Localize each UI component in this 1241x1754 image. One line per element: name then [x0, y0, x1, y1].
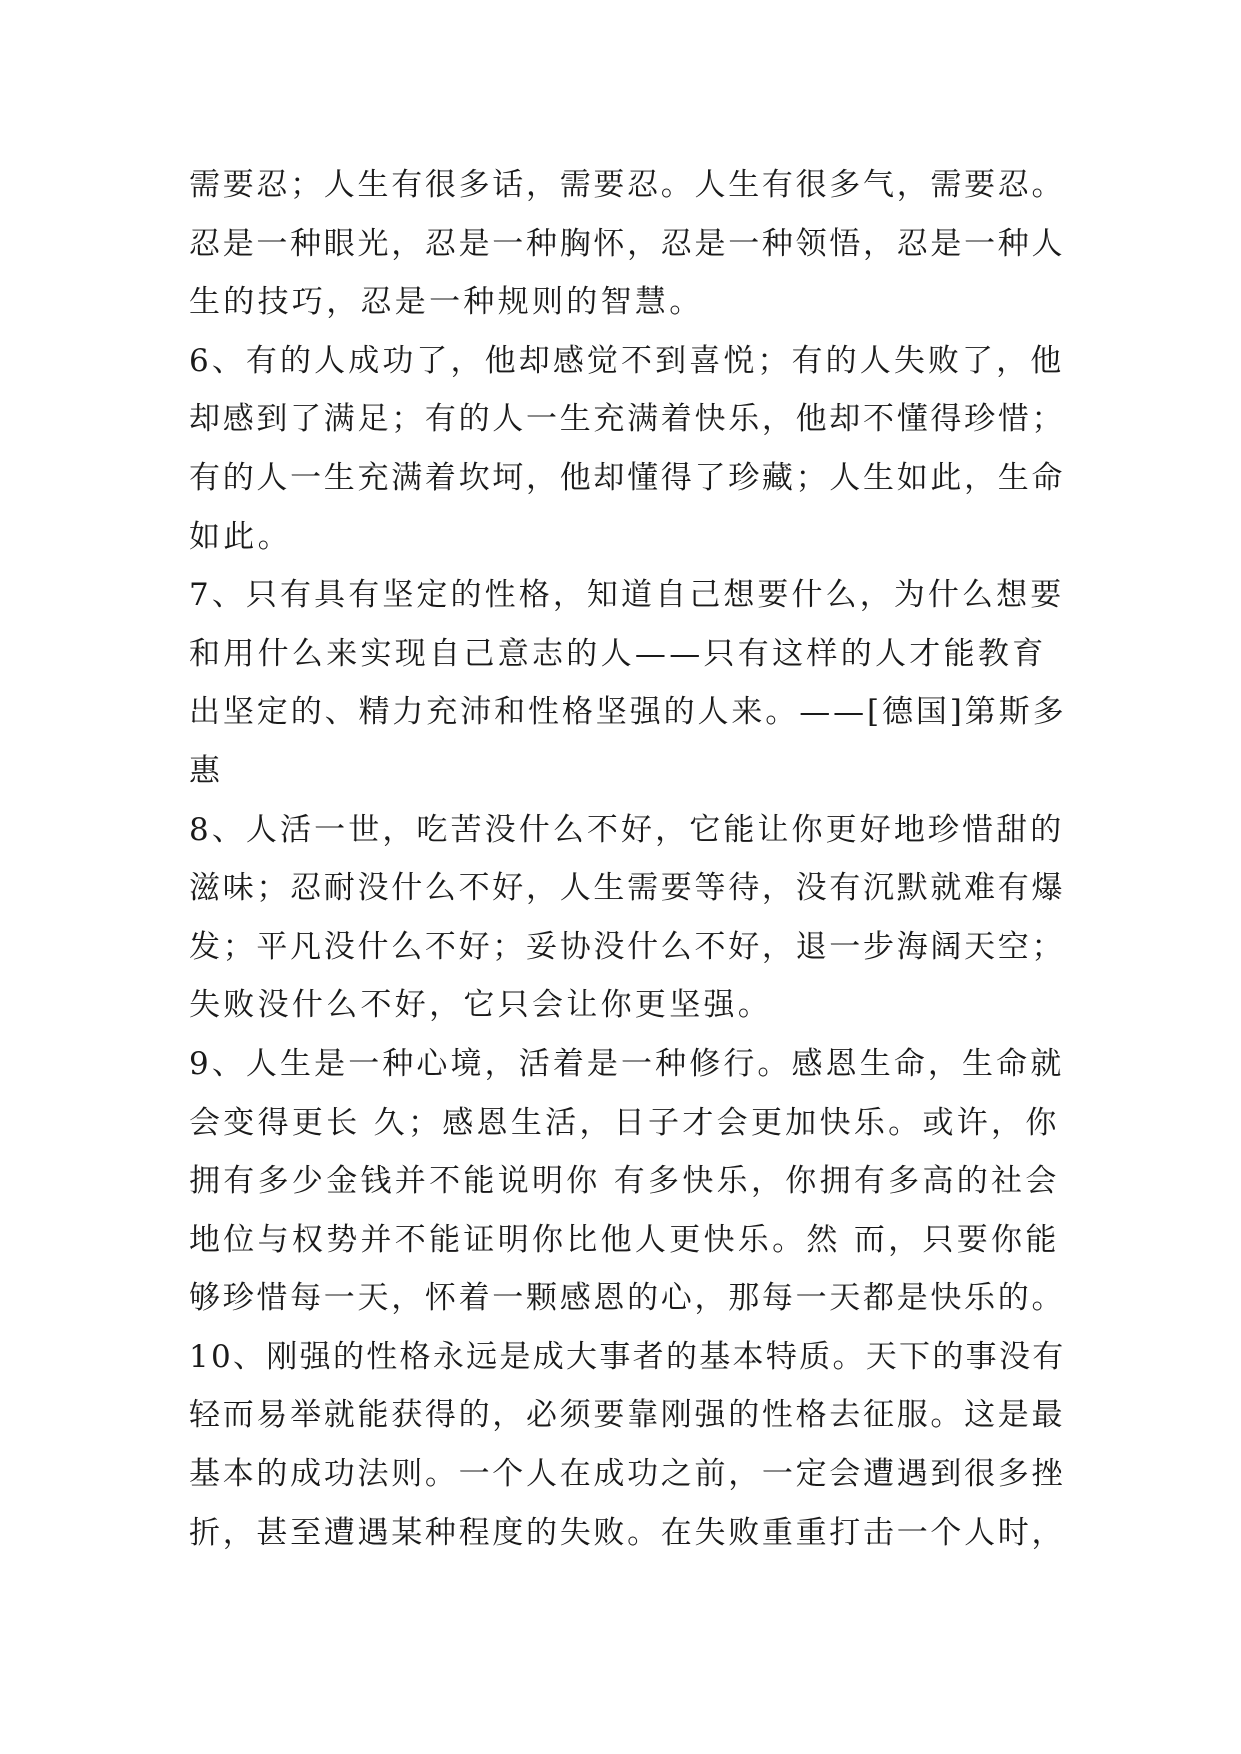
text-line: 基本的成功法则。一个人在成功之前，一定会遭遇到很多挫 — [189, 1456, 1066, 1493]
body-text — [189, 156, 1069, 1562]
text-line: 折，甚至遭遇某种程度的失败。在失败重重打击一个人时， — [189, 1514, 1066, 1551]
text-line: 6、有的人成功了，他却感觉不到喜悦；有的人失败了，他 — [189, 342, 1065, 379]
text-line: 失败没什么不好，它只会让你更坚强。 — [189, 987, 773, 1024]
text-line: 8、人活一世，吃苦没什么不好，它能让你更好地珍惜甜的 — [189, 811, 1065, 848]
text-line: 有的人一生充满着坎坷，他却懂得了珍藏；人生如此，生命 — [189, 459, 1066, 496]
text-line: 如此。 — [189, 518, 292, 555]
text-line: 出坚定的、精力充沛和性格坚强的人来。——[德国]第斯多 — [189, 694, 1067, 731]
text-line: 和用什么来实现自己意志的人——只有这样的人才能教育 — [189, 635, 1047, 672]
text-line: 够珍惜每一天，怀着一颗感恩的心，那每一天都是快乐的。 — [189, 1280, 1066, 1317]
text-line: 需要忍；人生有很多话，需要忍。人生有很多气，需要忍。 — [189, 167, 1066, 203]
text-line: 地位与权势并不能证明你比他人更快乐。然 而，只要你能 — [189, 1221, 1060, 1258]
text-line: 忍是一种眼光，忍是一种胸怀，忍是一种领悟，忍是一种人 — [189, 225, 1066, 262]
text-line: 轻而易举就能获得的，必须要靠刚强的性格去征服。这是最 — [189, 1397, 1066, 1434]
text-line: 发；平凡没什么不好；妥协没什么不好，退一步海阔天空； — [189, 928, 1066, 965]
text-line: 9、人生是一种心境，活着是一种修行。感恩生命，生命就 — [189, 1045, 1065, 1082]
text-line: 7、只有具有坚定的性格，知道自己想要什么，为什么想要 — [189, 577, 1065, 614]
text-line: 却感到了满足；有的人一生充满着快乐，他却不懂得珍惜； — [189, 401, 1066, 438]
text-line: 惠 — [189, 752, 224, 789]
text-line: 滋味；忍耐没什么不好，人生需要等待，没有沉默就难有爆 — [189, 870, 1066, 907]
text-line: 10、刚强的性格永远是成大事者的基本特质。天下的事没有 — [189, 1338, 1066, 1375]
text-line: 拥有多少金钱并不能说明你 有多快乐，你拥有多高的社会 — [189, 1163, 1060, 1200]
text-line: 生的技巧，忍是一种规则的智慧。 — [189, 284, 704, 321]
text-line: 会变得更长 久；感恩生活，日子才会更加快乐。或许，你 — [189, 1104, 1060, 1141]
